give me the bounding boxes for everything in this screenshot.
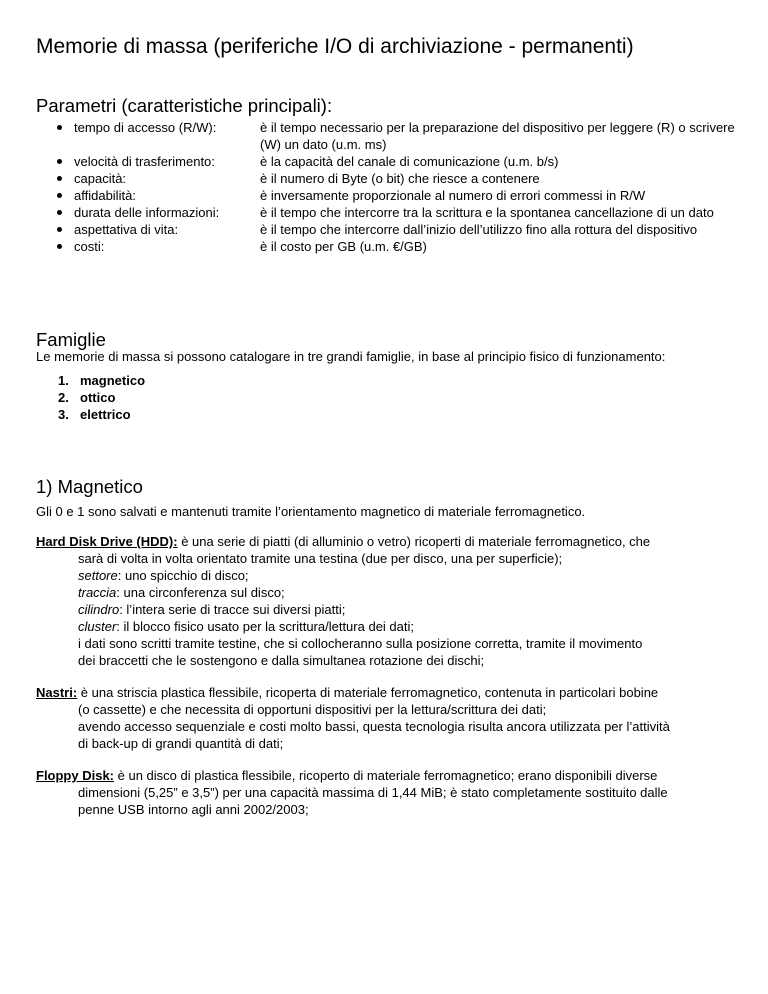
floppy-text: è un disco di plastica flessibile, ricoperto di materiale ferromagnetico; erano disponibili diverse [114,768,658,783]
floppy-line: dimensioni (5,25” e 3,5”) per una capacità massima di 1,44 MiB; è stato completamente sostituito dalle [78,785,668,800]
param-row [54,204,744,221]
params-heading: Parametri (caratteristiche principali): [36,95,333,116]
list-label: magnetico [80,373,146,388]
bullet-icon [54,204,74,221]
nastri-line: di back-up di grandi quantità di dati; [78,736,284,751]
settore-desc: : uno spicchio di disco; [117,568,249,583]
param-desc: è la capacità del canale di comunicazione (u.m. b/s) [260,154,559,169]
famiglie-list [58,372,145,423]
hdd-line: dei braccetti che le sostengono e dalla simultanea rotazione dei dischi; [78,653,485,668]
list-number: 2. [58,390,69,405]
list-number: 3. [58,407,69,422]
magnetico-intro: Gli 0 e 1 sono salvati e mantenuti tramite l’orientamento magnetico di materiale ferromagnetico. [36,504,586,519]
magnetico-heading: 1) Magnetico [36,476,143,497]
param-name: affidabilità: [74,188,136,203]
bullet-icon [54,119,74,153]
param-desc: è inversamente proporzionale al numero di errori commessi in R/W [260,188,646,203]
list-number: 1. [58,373,69,388]
list-item [58,372,145,389]
cilindro-term: cilindro [78,602,120,617]
param-row [54,170,744,187]
bullet-icon [54,170,74,187]
bullet-icon [54,187,74,204]
param-desc: è il tempo che intercorre dall’inizio dell’utilizzo fino alla rottura del dispositivo [260,222,698,237]
floppy-line: penne USB intorno agli anni 2002/2003; [78,802,309,817]
hdd-line: i dati sono scritti tramite testine, che si collocheranno sulla posizione corretta, tramite il movimento [78,636,643,651]
nastri-term: Nastri: [36,685,78,700]
famiglie-intro: Le memorie di massa si possono catalogare in tre grandi famiglie, in base al principio fisico di funzionamento: [36,349,666,364]
floppy-paragraph [36,767,726,818]
param-row [54,119,744,153]
floppy-line [36,767,726,784]
param-row [54,238,744,255]
param-name: tempo di accesso (R/W): [74,120,217,135]
hdd-line [36,584,726,601]
param-name: capacità: [74,171,127,186]
bullet-icon [54,238,74,255]
hdd-line [36,601,726,618]
traccia-term: traccia [78,585,117,600]
cilindro-desc: : l’intera serie di tracce sui diversi piatti; [119,602,346,617]
bullet-icon [54,153,74,170]
param-name: aspettativa di vita: [74,222,179,237]
nastri-line [36,684,726,701]
cluster-desc: : il blocco fisico usato per la scrittura/lettura dei dati; [116,619,414,634]
cluster-term: cluster [78,619,117,634]
param-row [54,221,744,238]
param-name: velocità di trasferimento: [74,154,215,169]
nastri-line: (o cassette) e che necessita di opportuni dispositivi per la lettura/scrittura dei dati; [78,702,547,717]
param-row [54,187,744,204]
hdd-line [36,618,726,635]
bullet-icon [54,221,74,238]
floppy-term: Floppy Disk: [36,768,115,783]
nastri-text: è una striscia plastica flessibile, ricoperta di materiale ferromagnetico, contenuta in particolari bobine [77,685,659,700]
hdd-line: sarà di volta in volta orientato tramite una testina (due per disco, una per superficie); [78,551,563,566]
nastri-line: avendo accesso sequenziale e costi molto bassi, questa tecnologia risulta ancora utilizzata per l’attività [78,719,670,734]
famiglie-heading: Famiglie [36,329,106,350]
param-desc: è il costo per GB (u.m. €/GB) [260,239,427,254]
traccia-desc: : una circonferenza sul disco; [116,585,285,600]
settore-term: settore [78,568,118,583]
hdd-term: Hard Disk Drive (HDD): [36,534,178,549]
param-desc: è il tempo che intercorre tra la scrittura e la spontanea cancellazione di un dato [260,205,714,220]
list-label: elettrico [80,407,131,422]
list-item [58,389,145,406]
hdd-paragraph [36,533,726,669]
param-name: durata delle informazioni: [74,205,220,220]
hdd-line [36,533,726,550]
page-title: Memorie di massa (periferiche I/O di archiviazione - permanenti) [36,35,634,58]
param-name: costi: [74,239,105,254]
param-row [54,153,744,170]
hdd-text: è una serie di piatti (di alluminio o vetro) ricoperti di materiale ferromagnetico, che [177,534,651,549]
params-list [54,119,744,255]
hdd-line [36,567,726,584]
param-desc: è il numero di Byte (o bit) che riesce a contenere [260,171,540,186]
list-label: ottico [80,390,116,405]
param-desc: è il tempo necessario per la preparazione del dispositivo per leggere (R) o scrivere (W) un dato (u.m. ms) [260,120,735,152]
nastri-paragraph [36,684,726,752]
list-item [58,406,145,423]
